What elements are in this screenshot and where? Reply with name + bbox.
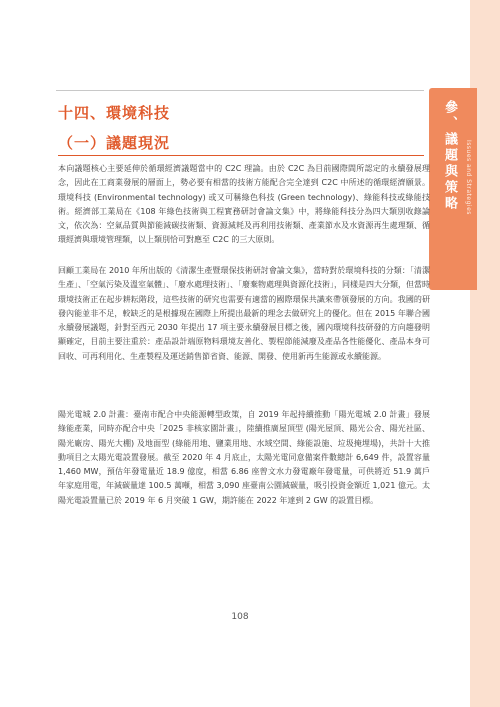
page-number: 108	[231, 612, 249, 622]
subsection-divider	[58, 155, 424, 156]
paragraph-intro: 本向議題核心主要延伸於循環經濟議題當中的 C2C 理論。由於 C2C 為目前國際間所認定的永續發展理念，因此在工商業發展的層面上，勢必要有相當的技術方能配合完全達到 C2C 中所述的循環經濟願景。環境科技 (Environmental technology) 或又可稱綠色科技 (Green technology)、綠能科技或綠能技術。經濟部工業局在《108 年綠色技術與工程實務研討會論文集》中，將綠能科技分為四大類別收錄論文，依次為：空氣品質與節能減碳技術類、資源減耗及再利用技術類、產業節水及水資源再生處理類、循環經濟與環境管理類，以上類別恰可對應至 C2C 的三大原則。	[58, 164, 430, 245]
paragraph-history: 回顧工業局在 2010 年所出版的《清潔生產暨環保技術研討會論文集》，當時對於環境科技的分類：「清潔生產」、「空氣污染及溫室氣體」、「廢水處理技術」、「廢棄物處理與資源化技術」，同樣是四大分類，但當時環境技術正在起步耕耘階段，這些技術的研究也需要有適當的國際環保共識來帶領發展的方向。我國的研發內能並非不足，較缺乏的是根據現在國際上所提出最新的理念去做研究上的優化。但在 2015 年聯合國永續發展議題，針對至西元 2030 年提出 17 項主要永續發展目標之後，國內環境科技研發的方向趨發明顯確定，目前主要注重於：產品設計端原物料環境友善化、製程節能減廢及產品各性能優化、產品本身可回收、可再利用化、生產製程及運送銷售節省資、能源、開發、使用新再生能源或永續能源。	[58, 266, 430, 361]
section-title: 十四、環境科技	[58, 104, 171, 122]
header-divider	[56, 90, 424, 91]
subsection-title: （一）議題現況	[58, 134, 171, 152]
paragraph-solar-city: 陽光電城 2.0 計畫：臺南市配合中央能源轉型政策，自 2019 年起持續推動「陽光電城 2.0 計畫」發展綠能產業，同時亦配合中央「2025 非核家園計畫」，陸續推廣屋頂型 (陽光屋頂、陽光公舍、陽光社區、陽光廠房、陽光大棚) 及地面型 (綠能用地、鹽業用地、水域空間、綠能設施、垃圾掩埋場)，共計十大推動項目之太陽光電設置發展。截至 2020 年 4 月底止，太陽光電同意備案件數總計 6,649 件，設置容量 1,460 MW，預估年發電量近 18.9 億度，相當 6.86 座曾文水力發電廠年發電量，可供將近 51.9 萬戶年家庭用電，年減碳量達 100.5 萬噸，相當 3,090 座臺南公園減碳量，吸引投資金額近 1,021 億元。太陽光電設置量已於 2019 年 6 月突破 1 GW，期許能在 2022 年達到 2 GW 的設置目標。	[58, 410, 430, 505]
chapter-tab-english-label: Issues and Strategies	[465, 140, 472, 215]
chapter-tab-label: 參、議題與策略	[442, 100, 457, 212]
